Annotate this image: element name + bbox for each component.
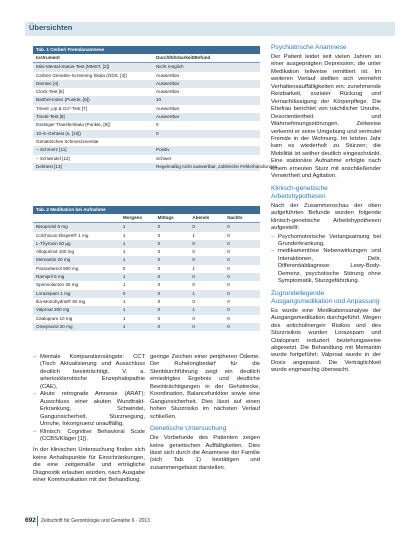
table-cell: 0 [192,257,195,263]
table-cell: 0 [157,265,161,271]
table-cell: 1 [122,282,126,288]
table-cell: Valproat 300 mg [36,307,70,313]
body-paragraph: In der klinischen Untersuchung finden sich keine Anhaltspunkte für Einschränkungen, die eine zeitgemäße und erträgliche Diagnostik erlauben würden, nach Ausgabe einer Kommunikation mit der Behandlung. [33,447,145,484]
table-cell: 0 [227,315,230,321]
table-cell: Geriatrisches Schmerzinventar [36,138,99,144]
table-row [33,72,260,80]
table-cell: Bisoprolol 5 mg [36,224,68,230]
table-cell: 0 [227,290,230,296]
table-cell: 0 [157,282,161,288]
table-cell: 0 [192,282,195,288]
table-cell: 0 [227,240,230,246]
table-row [33,138,260,146]
table-cell: 0 [192,249,195,255]
table-cell: 1 [122,240,126,246]
table-cell: Clock-Test [5] [36,89,64,95]
table-cell: 1 [192,265,195,271]
table-cell [156,138,260,146]
table-cell: 0 [157,249,161,255]
table-cell: 0 [156,122,159,128]
table-cell: 0 [157,307,161,313]
table-cell: 1 [192,307,195,313]
table-cell: 0 [192,274,195,280]
table-cell: Delirtest [13] [36,163,62,169]
list-item: – Klinisch: Cognitive Behavioral Scale (CCBS/Kläger [1]). [33,429,145,444]
table-cell: Auswertbar [156,89,180,95]
table-row [33,88,260,96]
table-cell: Barthel-Index (Punkte, [6]) [36,97,90,103]
table-cell: Colchicum-Dispert® 1 mg [36,232,89,238]
table-cell: Memantin 20 mg [36,257,71,263]
table-cell: 0 [157,232,161,238]
table-2-header [33,214,260,223]
table-cell: 0 [227,323,230,329]
table-cell: Esslinger Transferskala (Punkte, [9]) [36,122,111,128]
table-cell: Auswertbar [156,72,180,78]
list-item: – Akute retrograde Amnesie (ARAT): Ausschluss einer akuten Wundtrakt-Erkrankung, Schwindel, Gangunsicherheit, Sturzneigung, Unruhe, Inkongruenz unauffällig, [33,391,145,428]
table-row [33,163,278,171]
table-cell: Spironolacton 25 mg [36,282,79,288]
table-cell: 1 [122,274,126,280]
table-cell: 1 [122,298,126,304]
table-row [33,306,260,314]
section-heading: Zugrundeliegende Ausgangsmedikation und Anpassung [271,289,380,305]
table-cell: 0 [192,315,195,321]
table-row [33,146,260,154]
body-paragraph: geringe Zeichen einer peripheren Ödeme. Der Ruhelongbedarf für die Stentdurchführung zeigt ein deutlich erniedrigtes Ergebnis und deutliche Beeinträchtigungen in der Gehstrecke, Koordination, Balancefunktion sowie eine Gangunsicherheit. Dies lässt auf einen hohen Sturzrisiko im nächsten Verlauf schließen. [150,354,260,420]
table-row [33,63,260,71]
table-2 [33,206,260,331]
table-1 [33,46,278,171]
table-row [33,130,260,138]
table-2-header-cell: Morgens [122,215,143,220]
table-row [33,323,260,331]
table-cell: 0 [157,323,161,329]
section-header-bar [25,22,395,36]
table-row [33,223,260,231]
table-cell: Positiv [156,147,170,153]
body-paragraph: Es wurde eine Medikationsanalyse der Ausgangsmedikation durchgeführt. Wegen des anticholinergen Risikos und des Sturzrisikos wurden Lorazepam und Citalopram reduziert beziehungsweise abgesetzt. Die Behandlung mit Memantin wurde fortgeführt; Valproat wurde in der Dosis angepasst. Die Verträglichkeit wurde engmaschig überwacht. [271,307,381,374]
table-cell: 0 [122,265,126,271]
table-cell: 0 [157,274,161,280]
table-cell: 0 [157,298,161,304]
table-cell: Lorazepam 1 mg [36,290,71,296]
table-cell: 0 [192,224,195,230]
table-cell: Ramipril 5 mg [36,274,65,280]
table-cell: Auswertbar [156,80,180,86]
table-cell: 0 [192,240,195,246]
table-row [33,240,260,248]
table-cell: 1 [122,323,126,329]
table-cell: 1 [122,257,126,263]
table-cell: 1 [192,232,195,238]
list-item: – Mentale Komparationsängste: CCT (Tisch Aktualisierung und Ausschluss deutlich beeinträchtigt, V. a. arteriosklerotische Enzephalopathie (CAE), [33,354,145,391]
table-row [33,298,260,306]
table-cell: Demtec [4] [36,80,59,86]
list-item: – medikamentöse Nebenwirkungen und Interaktionen, Delir, Differentialdiagnose: Lewy-Body-Demenz, psychotische Störung ohne Symptomatik, Sturzgefährdung. [271,248,381,285]
table-cell: 0 [227,224,230,230]
table-1-header-cell: Durchführbarkeit/Befund [156,55,211,60]
table-row [33,155,260,163]
table-cell: 0 [227,274,230,280]
table-row [33,281,260,289]
table-row [33,315,260,323]
table-2-caption: Tab. 2 Medikation bei Aufnahme [33,206,260,214]
table-cell: 1 [122,315,126,321]
table-row [33,80,260,88]
table-cell: 1 [192,290,195,296]
table-cell: Schwer [156,155,172,161]
table-cell: Citalopram 10 mg [36,315,73,321]
body-paragraph: Die Vorbefunde des Patienten zeigen keine genetischen Auffälligkeiten. Dies lässt sich durch die Anamnese der Familie (sich Tab. 1) bestätigen und zusammengefasst darstellen. [150,435,260,471]
table-cell: Allopurinol 100 mg [36,249,75,255]
table-cell: 0 [122,290,126,296]
table-cell: – Schmerz [11] [36,147,67,153]
body-paragraph: Nach der Zusammenschau der oben aufgeführten Befunde wurden folgende klinisch-genetische Arbeitshypothesen aufgestellt: [271,202,381,232]
table-cell: Mini-Mental-Status-Test (MMST, [2]) [36,64,110,70]
table-row [33,105,260,113]
table-cell: 1 [122,224,126,230]
table-cell: 0 [192,298,195,304]
table-row [33,265,260,273]
table-cell: 0 [227,257,230,263]
table-cell: 0 [192,323,195,329]
section-heading: Psychiatrische Anamnese [271,44,347,51]
table-row [33,232,260,240]
table-2-header-cell [33,214,121,222]
table-cell: Tinetti-Test [8] [36,114,65,120]
footer-divider [37,516,38,526]
journal-name: Zeitschrift für Gerontologie und Geriatrie 6 · 2013 [41,518,150,524]
table-row [33,273,260,281]
table-cell: 0 [227,298,230,304]
section-title: Übersichten [29,23,73,32]
table-cell: 0 [157,240,161,246]
page-number: 692 [25,517,36,524]
table-cell: 0 [227,232,230,238]
table-cell: 10 [156,97,162,103]
table-2-header-cell: Nachts [227,215,243,220]
table-cell: 0 [227,282,230,288]
table-cell: 0 [156,130,159,136]
table-cell: Auswertbar [156,105,180,111]
table-cell: 0 [157,290,161,296]
table-row [33,113,260,121]
table-cell: Auswertbar [156,114,180,120]
table-1-header-cell: Instrument [36,55,60,60]
table-cell: Ilia-Monohydrat® 50 mg [36,298,86,304]
table-cell: 0 [227,307,230,313]
left-bullet-list [33,354,145,443]
table-cell: 10-m-Gehtest (s, [10]) [36,130,81,136]
middle-column [150,354,260,473]
table-cell: Regelmäßig nicht auswertbar, zahlreiche Fehlerhandlungen [156,163,278,169]
list-item: – Psychomotorische Verlangsamung bei Grunderkrankung, [271,234,381,249]
table-cell: Omeprazol 20 mg [36,323,73,329]
table-1-header [33,54,260,63]
table-cell: – Schwindel [12] [36,155,70,161]
table-cell: 0 [227,249,230,255]
body-paragraph: Der Patient leidet seit vielen Jahren an einer ausgeprägten Depression, die unter Medikation teilweise remittiert ist. Im weiteren Verlauf stellten sich vermehrt Verhaltensauffälligkeiten ein: zunehmende Reizbarkeit, sozialer Rückzug und Vernachlässigung der Körperpflege. Die Ehefrau berichtet von nächtlicher Unruhe, Desorientiertheit und Wahrnehmungsstörungen. Zeitweise verkennt er seine Umgebung und vermutet Fremde in der Wohnung. Im letzten Jahr kam es wiederholt zu Stürzen; die Mobilität ist seither deutlich eingeschränkt. Eine stationäre Aufnahme erfolgte nach einem erneuten Sturz mit anschließender Verwirrtheit und Agitation. [271,54,381,180]
section-heading: Genetische Untersuchung [150,425,227,433]
table-row [33,290,260,298]
table-1-caption: Tab. 1 Cerberi Fremdanamnese [33,46,260,54]
table-cell: Timed „Up & Go“-Test [7] [36,105,87,111]
table-row [33,121,260,129]
table-cell: Nicht möglich [156,64,184,70]
table-cell: 1 [122,307,126,313]
table-row [33,256,260,264]
section-heading: Klinisch-genetische Arbeitshypothesen [271,184,328,200]
table-cell: L-Thyroxin 50 µg [36,240,71,246]
table-row [33,248,260,256]
table-2-header-cell: Mittags [157,215,174,220]
left-column [33,354,145,486]
table-cell: Cerberi Geriatrie-Screening Skala (GDS, [3]) [36,72,127,78]
table-cell: Paracetamol 500 mg [36,265,79,271]
table-cell: 0 [157,257,161,263]
table-row [33,96,260,104]
right-bullet-list [271,234,381,286]
table-cell: 1 [122,232,126,238]
table-cell: 0 [157,315,161,321]
table-2-header-cell: Abends [192,215,210,220]
table-cell: 0 [227,265,230,271]
table-cell: 1 [122,249,126,255]
right-column [271,44,381,376]
table-cell: 0 [157,224,161,230]
